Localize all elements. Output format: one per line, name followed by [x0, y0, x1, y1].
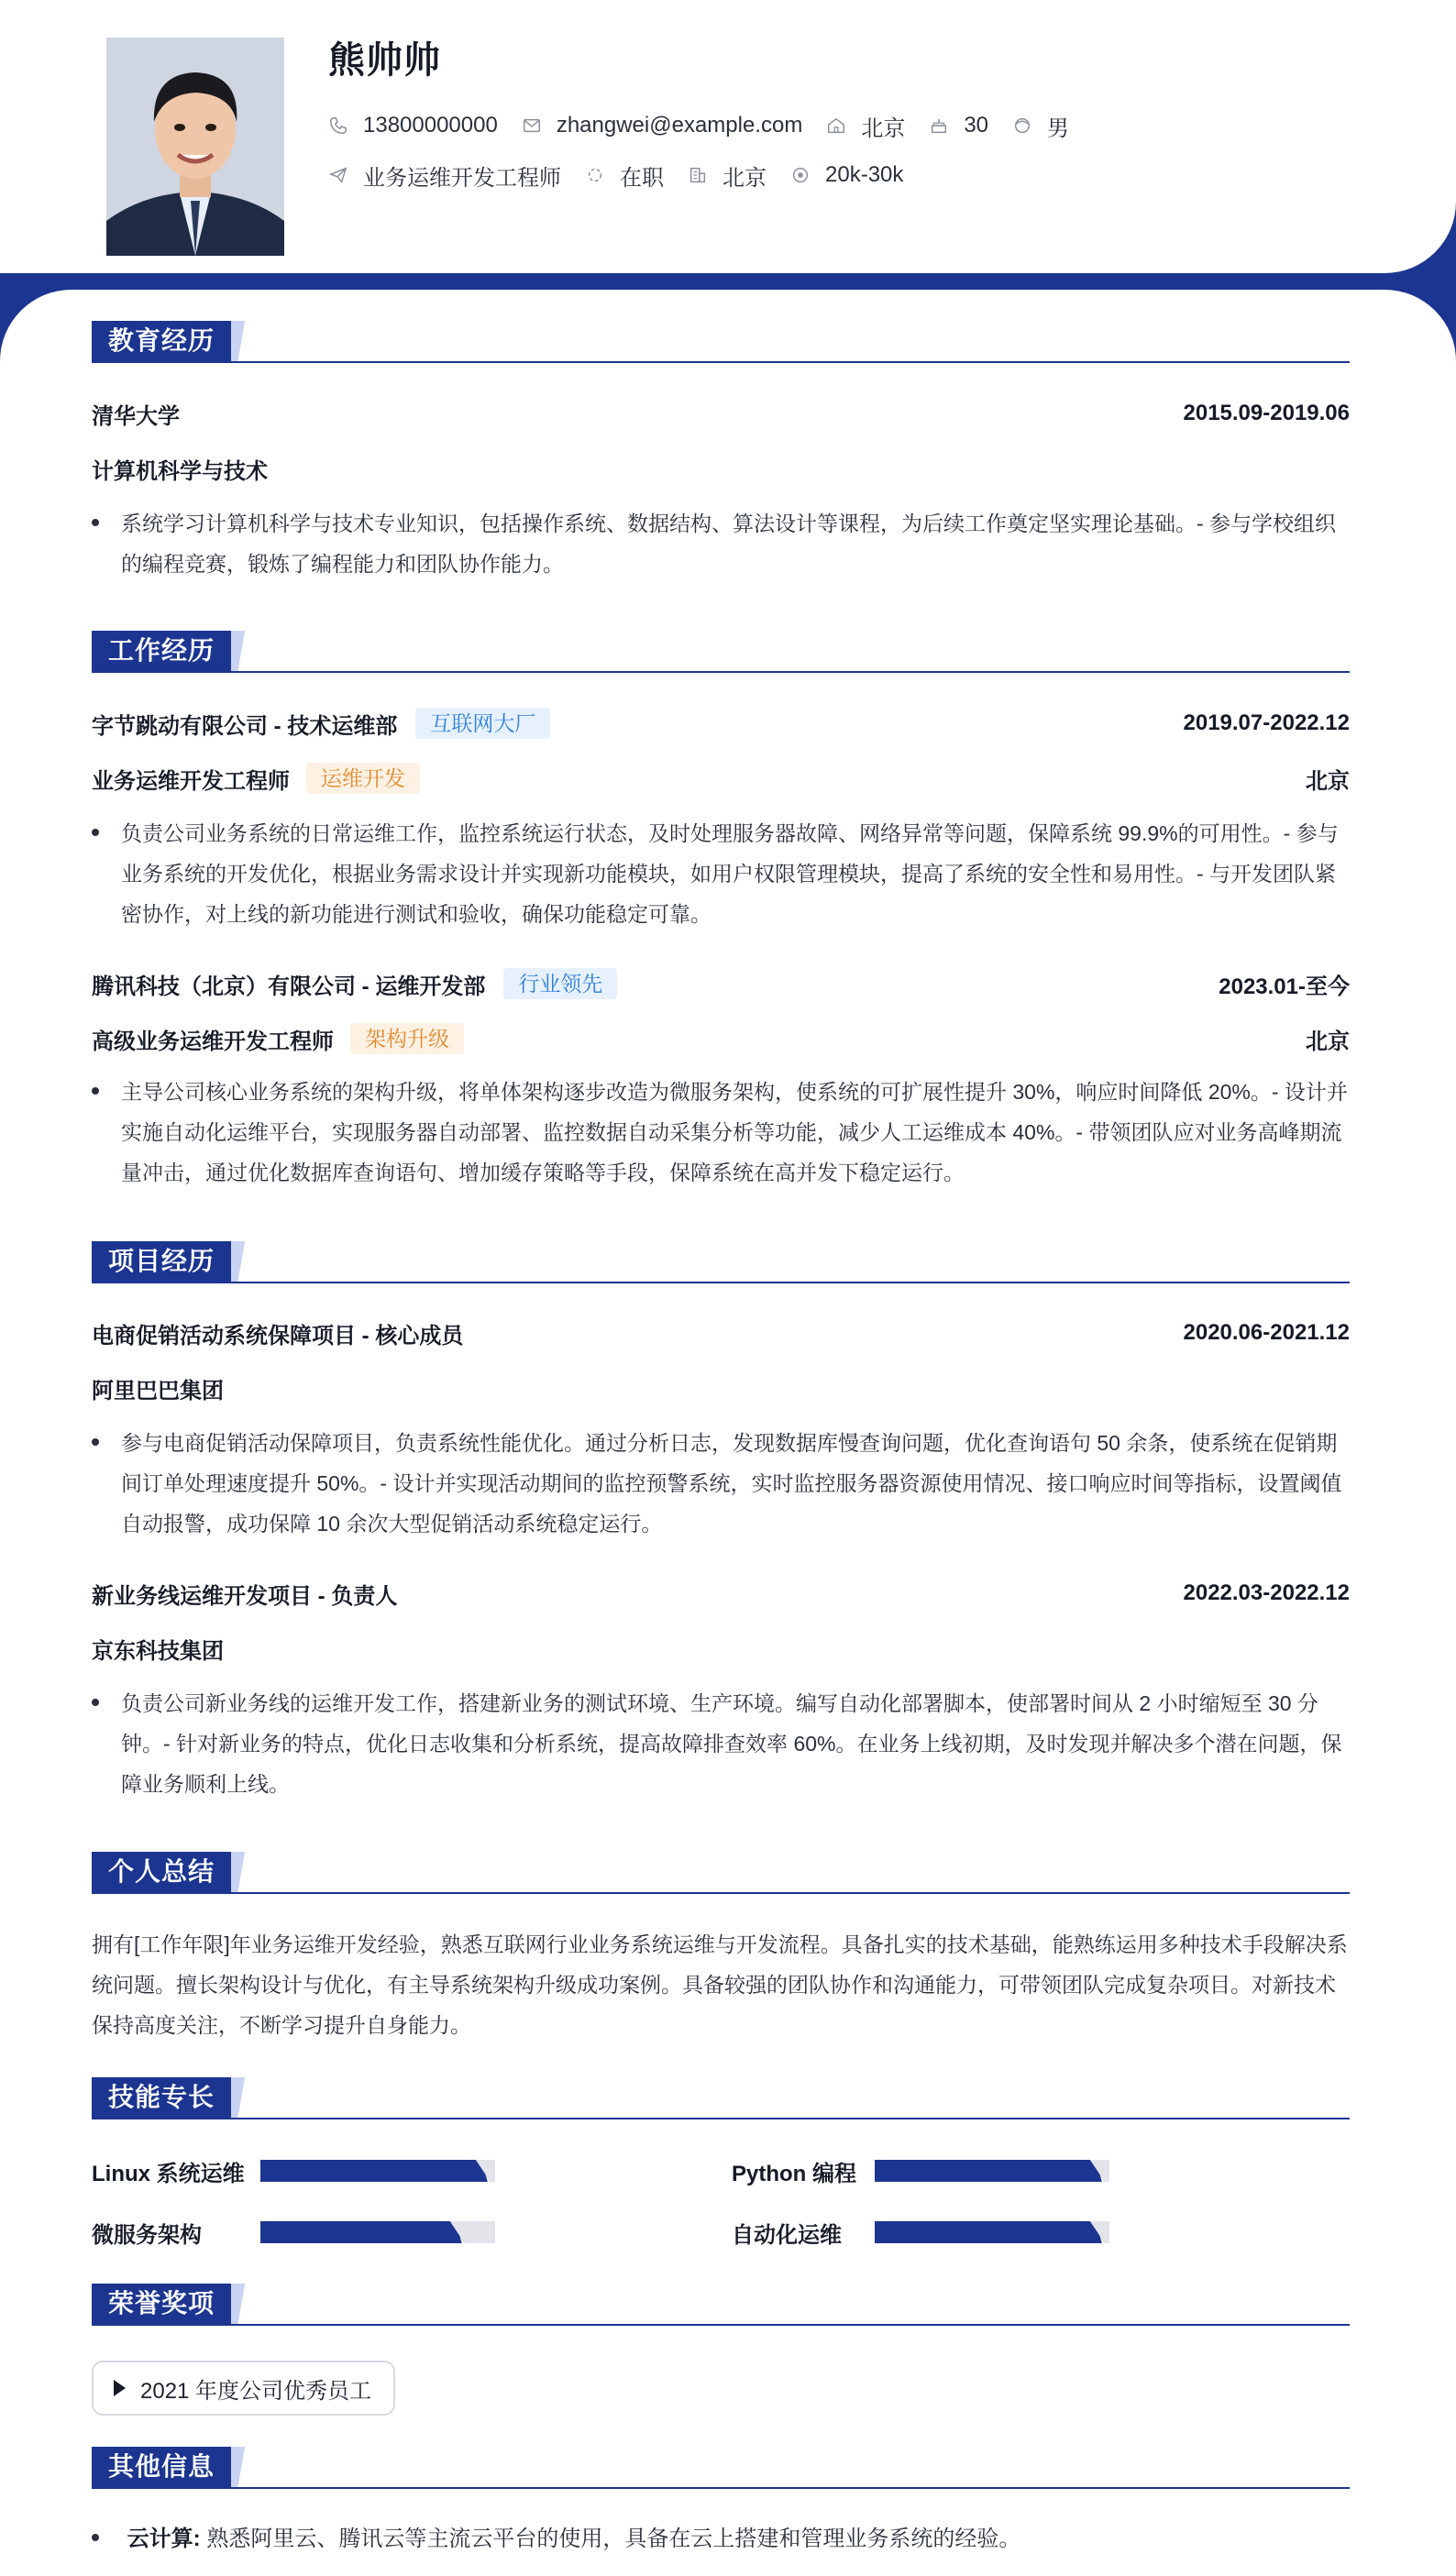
- major-name: 计算机科学与技术: [92, 458, 268, 484]
- award-text: 2021 年度公司优秀员工: [140, 2378, 372, 2404]
- skill-name: 自动化运维: [732, 2222, 842, 2248]
- company-tag: 互联网大厂: [415, 708, 550, 739]
- work-desc: 主导公司核心业务系统的架构升级，将单体架构逐步改造为微服务架构，使系统的可扩展性提升 30%，响应时间降低 20%。- 设计并实施自动化运维平台，实现服务器自动部署、监控数据自动采集分析等功能，减少人工运维成本 40%。- 带领团队应对业务高峰期流量冲击，通过优化数据库查询语句、增加缓存策略等手段，保障系统在高并发下稳定运行。: [92, 1072, 1350, 1193]
- section-title: 项目经历: [92, 1241, 231, 1282]
- section-title: 教育经历: [92, 321, 231, 361]
- company-name: 腾讯科技（北京）有限公司 - 运维开发部: [92, 974, 486, 999]
- job-title-text: 业务运维开发工程师: [363, 165, 561, 191]
- school-name: 清华大学: [92, 403, 180, 429]
- award-item[interactable]: [92, 2361, 395, 2416]
- skill-bar: [875, 2160, 1109, 2182]
- age-item: [929, 113, 988, 138]
- project-org-row: [92, 1632, 1350, 1665]
- section-work: [92, 633, 1350, 673]
- skill-bar-fill: [875, 2221, 1105, 2243]
- resume-header: [0, 0, 1456, 273]
- project-name: 新业务线运维开发项目 - 负责人: [92, 1583, 398, 1609]
- project-row: [92, 1316, 1350, 1349]
- section-awards: [92, 2285, 1350, 2326]
- section-title: 技能专长: [92, 2077, 231, 2118]
- contact-row: [328, 109, 1093, 142]
- company-name: 字节跳动有限公司 - 技术运维部: [92, 713, 398, 739]
- work-company-row: [92, 967, 1350, 1000]
- skill-bar-fill: [260, 2160, 491, 2182]
- gender-text: 男: [1047, 116, 1070, 141]
- project-desc: 参与电商促销活动保障项目，负责系统性能优化。通过分析日志，发现数据库慢查询问题，优化查询语句 50 余条，使系统在促销期间订单处理速度提升 50%。- 设计并实现活动期间的监控预警系统，实时监控服务器资源使用情况、接口响应时间等指标，设置阈值自动报警，成功保障 10 余次大型促销活动系统稳定运行。: [92, 1423, 1350, 1544]
- position-tag: 架构升级: [350, 1023, 464, 1054]
- candidate-name: 熊帅帅: [328, 40, 441, 81]
- section-title: 个人总结: [92, 1852, 231, 1892]
- email-item: [522, 113, 803, 138]
- project-org-row: [92, 1371, 1350, 1404]
- paper-plane-icon: [328, 165, 348, 185]
- position-name: 业务运维开发工程师: [92, 768, 290, 794]
- section-skills: [92, 2079, 1350, 2119]
- target-city-text: 北京: [722, 165, 767, 191]
- skill-name: Python 编程: [732, 2161, 856, 2186]
- summary-text: 拥有[工作年限]年业务运维开发经验，熟悉互联网行业业务系统运维与开发流程。具备扎实的技术基础，能熟练运用多种技术手段解决系统问题。擅长架构设计与优化，有主导系统架构升级成功案例。具备较强的团队协作和沟通能力，可带领团队完成复杂项目。对新技术保持高度关注，不断学习提升自身能力。: [92, 1932, 1348, 2037]
- skill-name: Linux 系统运维: [92, 2161, 245, 2186]
- project-name: 电商促销活动系统保障项目 - 核心成员: [92, 1323, 464, 1349]
- project-period: 2022.03-2022.12: [1183, 1580, 1350, 1605]
- work-period: 2023.01-至今: [1219, 974, 1350, 999]
- status-text: 在职: [620, 165, 664, 191]
- building-icon: [688, 165, 708, 185]
- section-other: [92, 2449, 1350, 2489]
- profile-photo: [106, 38, 284, 256]
- skill-item: [92, 2154, 495, 2187]
- company-tag: 行业领先: [503, 968, 617, 999]
- work-company-row: [92, 707, 1350, 740]
- skill-item: [92, 2216, 495, 2249]
- job-intent-row: [328, 159, 927, 192]
- position-tag: 运维开发: [306, 763, 420, 794]
- job-title-item: [328, 160, 561, 192]
- section-education: [92, 323, 1350, 363]
- phone-icon: [328, 116, 348, 136]
- salary-item: [790, 162, 903, 188]
- position-name: 高级业务运维开发工程师: [92, 1029, 334, 1054]
- work-location: 北京: [1306, 1029, 1350, 1054]
- phone-item: [328, 113, 498, 138]
- education-desc: 系统学习计算机科学与技术专业知识，包括操作系统、数据结构、算法设计等课程，为后续工作奠定坚实理论基础。- 参与学校组织的编程竞赛，锻炼了编程能力和团队协作能力。: [92, 503, 1350, 584]
- project-org: 阿里巴巴集团: [92, 1378, 224, 1404]
- section-title: 其他信息: [92, 2447, 231, 2487]
- face-icon: [1012, 116, 1032, 136]
- project-org: 京东科技集团: [92, 1638, 224, 1664]
- work-position-row: [92, 762, 1350, 795]
- avatar-illustration: [106, 38, 284, 256]
- skill-bar: [260, 2221, 495, 2243]
- section-summary: [92, 1854, 1350, 1894]
- work-position-row: [92, 1022, 1350, 1055]
- section-projects: [92, 1243, 1350, 1283]
- coin-icon: [790, 165, 811, 185]
- skill-item: [732, 2216, 1109, 2249]
- work-desc: 负责公司业务系统的日常运维工作，监控系统运行状态，及时处理服务器故障、网络异常等问题，保障系统 99.9%的可用性。- 参与业务系统的开发优化，根据业务需求设计并实现新功能模块，如用户权限管理模块，提高了系统的安全性和易用性。- 与开发团队紧密协作，对上线的新功能进行测试和验收，确保功能稳定可靠。: [92, 813, 1350, 934]
- city-text: 北京: [861, 116, 906, 141]
- project-desc: 负责公司新业务线的运维开发工作，搭建新业务的测试环境、生产环境。编写自动化部署脚本，使部署时间从 2 小时缩短至 30 分钟。- 针对新业务的特点，优化日志收集和分析系统，提高故障排查效率 60%。在业务上线初期，及时发现并解决多个潜在问题，保障业务顺利上线。: [92, 1683, 1350, 1804]
- other-item: [92, 2521, 1350, 2558]
- other-text: 熟悉阿里云、腾讯云等主流云平台的使用，具备在云上搭建和管理业务系统的经验。: [206, 2526, 1021, 2551]
- project-row: [92, 1577, 1350, 1610]
- skill-bar: [260, 2160, 495, 2182]
- education-row: [92, 397, 1350, 430]
- cake-icon: [929, 116, 949, 136]
- salary-text: 20k-30k: [825, 162, 904, 187]
- skill-item: [732, 2154, 1109, 2187]
- email-text: zhangwei@example.com: [556, 113, 803, 138]
- target-city-item: [688, 160, 767, 192]
- age-text: 30: [964, 113, 989, 138]
- gender-item: [1012, 110, 1069, 142]
- play-triangle-icon: [114, 2380, 126, 2396]
- skill-name: 微服务架构: [92, 2222, 202, 2248]
- major-row: [92, 452, 1350, 485]
- phone-text: 13800000000: [363, 113, 498, 138]
- skill-bar: [875, 2221, 1109, 2243]
- other-label: 云计算:: [127, 2526, 201, 2551]
- work-period: 2019.07-2022.12: [1183, 710, 1350, 735]
- mail-icon: [522, 116, 542, 136]
- skill-bar-fill: [875, 2160, 1105, 2182]
- section-title: 工作经历: [92, 631, 231, 671]
- home-icon: [826, 116, 846, 136]
- section-title: 荣誉奖项: [92, 2284, 231, 2324]
- skill-bar-fill: [260, 2221, 465, 2243]
- work-location: 北京: [1306, 768, 1350, 794]
- status-item: [585, 160, 664, 192]
- city-item: [826, 110, 905, 142]
- project-period: 2020.06-2021.12: [1183, 1320, 1350, 1345]
- education-period: 2015.09-2019.06: [1183, 401, 1350, 425]
- loading-icon: [585, 165, 605, 185]
